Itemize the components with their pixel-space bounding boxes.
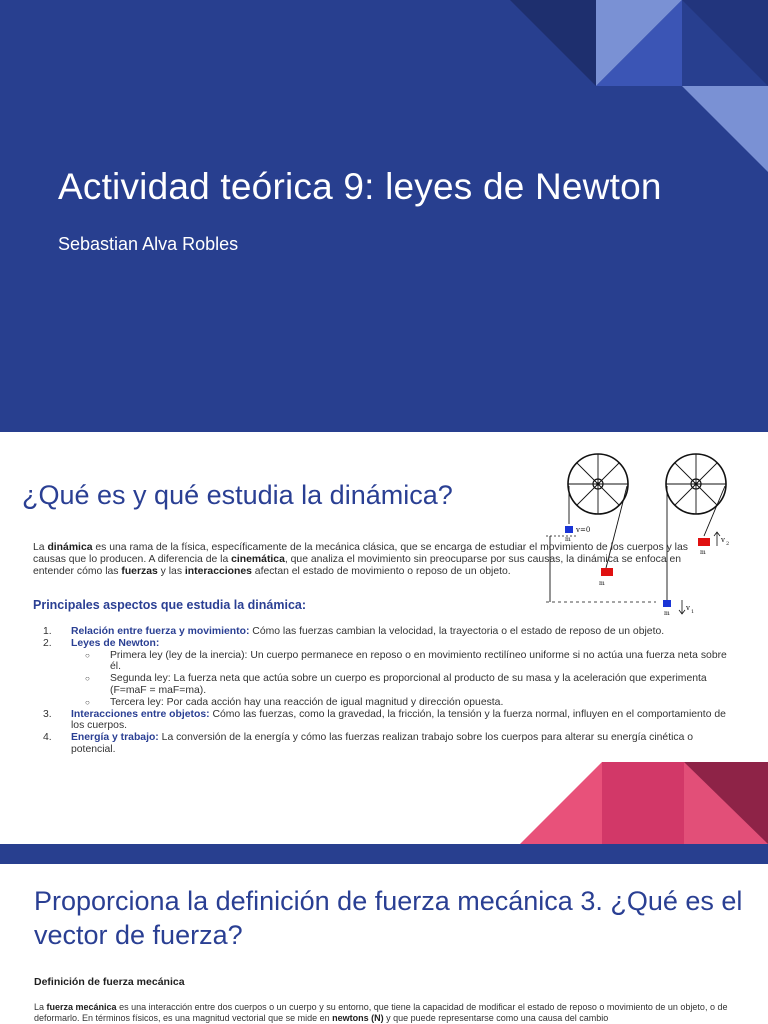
label-v1: v xyxy=(686,604,690,612)
intro-text-5: afectan el estado de movimiento o reposo de un objeto. xyxy=(251,566,511,577)
body-text-3: y que puede representarse como una causa del cambio xyxy=(383,1012,609,1023)
dynamics-slide xyxy=(0,432,768,844)
newton-law-item xyxy=(33,697,733,709)
list-item xyxy=(33,638,733,650)
arrow-v2-up xyxy=(714,532,720,546)
circle-bullet-icon: ○ xyxy=(85,650,90,660)
newton-law-text: Tercera ley: Por cada acción hay una reacción de igual magnitud y dirección opuesta. xyxy=(110,696,504,708)
list-number: 1. xyxy=(43,626,52,637)
body-text-2: es una interacción entre dos cuerpos o un cuerpo y su entorno, que tiene la capacidad de modificar el estado de reposo o movimiento de un objeto, o de deformarlo. En términos físicos, es una magnitud vectorial que se mide en xyxy=(34,1002,728,1023)
list-item-bold: Relación entre fuerza y movimiento: xyxy=(71,626,250,637)
body-text-1: La xyxy=(34,1002,47,1012)
arrow-v1-down xyxy=(679,600,685,614)
list-item-text: Cómo las fuerzas cambian la velocidad, la trayectoria o el estado de reposo de un objeto. xyxy=(249,626,665,637)
deco-triangle-pink xyxy=(520,762,602,844)
mass-m1-top xyxy=(565,526,573,533)
aspects-list xyxy=(33,626,733,756)
label-m2-right: m xyxy=(700,549,706,556)
intro-bold-dinamica: dinámica xyxy=(47,542,93,553)
definition-heading: Definición de fuerza mecánica xyxy=(34,976,185,988)
newton-law-text: Primera ley (ley de la inercia): Un cuerpo permanece en reposo o en movimiento rectilíneo uniforme si no actúa una fuerza neta sobre él. xyxy=(110,649,727,673)
list-item xyxy=(33,626,733,638)
intro-text-2: es una rama de la física, específicamente de la mecánica clásica, que se encarga de estudiar el movimiento de los cuerpos y las causas que lo producen. A diferencia de la xyxy=(33,542,688,565)
label-m2-mid: m xyxy=(599,580,605,587)
atwood-machine-diagram xyxy=(536,450,736,620)
force-definition-slide xyxy=(0,864,768,1024)
list-item-bold: Interacciones entre objetos: xyxy=(71,708,210,720)
label-v1-sub: 1 xyxy=(691,609,695,615)
newton-law-item xyxy=(33,650,733,674)
label-m1-top: m xyxy=(565,536,571,543)
list-item xyxy=(33,709,733,733)
slide-separator-band xyxy=(0,844,768,864)
body-bold-newtons: newtons (N) xyxy=(332,1012,384,1023)
label-v2: v xyxy=(721,536,725,544)
list-item xyxy=(33,732,733,756)
slide-title: ¿Qué es y qué estudia la dinámica? xyxy=(22,480,453,510)
title-slide xyxy=(0,0,768,432)
newton-law-item xyxy=(33,673,733,697)
deco-triangle-navy-right xyxy=(682,0,768,86)
newton-law-text: Segunda ley: La fuerza neta que actúa sobre un cuerpo es proporcional al producto de su masa y la aceleración que experimenta (F=maF = maF=ma). xyxy=(110,673,707,696)
body-bold-fuerza-mecanica: fuerza mecánica xyxy=(46,1002,117,1012)
list-number: 3. xyxy=(43,708,52,720)
intro-bold-fuerzas: fuerzas xyxy=(121,566,158,577)
list-item-bold: Leyes de Newton: xyxy=(71,637,160,649)
intro-bold-interacciones: interacciones xyxy=(184,566,252,577)
mass-m1-bottom xyxy=(663,600,671,607)
list-item-text: Cómo las fuerzas, como la gravedad, la fricción, la tensión y la fuerza normal, influyen en el comportamiento de los cuerpos. xyxy=(71,708,726,732)
definition-paragraph xyxy=(34,1002,734,1023)
circle-bullet-icon: ○ xyxy=(85,674,90,684)
deco-square-magenta xyxy=(602,762,684,844)
deco-triangle-dark xyxy=(510,0,596,86)
pulley-left xyxy=(568,454,628,514)
list-item-bold: Energía y trabajo: xyxy=(71,732,159,744)
label-m1-bottom: m xyxy=(664,610,670,617)
list-number: 2. xyxy=(43,637,52,649)
decorative-triangles xyxy=(0,0,768,432)
label-v2-sub: 2 xyxy=(726,541,730,547)
presentation-title: Actividad teórica 9: leyes de Newton xyxy=(58,166,662,207)
circle-bullet-icon: ○ xyxy=(85,697,90,707)
presentation-author: Sebastian Alva Robles xyxy=(58,234,239,254)
label-v0: v=0 xyxy=(576,526,591,534)
list-number: 4. xyxy=(43,732,52,744)
intro-bold-cinematica: cinemática xyxy=(231,554,285,565)
deco-triangle-light-bottom xyxy=(682,86,768,172)
slide-title: Proporciona la definición de fuerza mecánica 3. ¿Qué es el vector de fuerza? xyxy=(34,886,743,950)
aspects-heading: Principales aspectos que estudia la dinámica: xyxy=(33,598,307,612)
intro-text-4: y las xyxy=(157,566,185,577)
intro-text-1: La xyxy=(33,542,48,553)
intro-text-3: , que analiza el movimiento sin preocuparse por sus causas, la dinámica se enfoca en entender cómo las xyxy=(33,554,682,577)
list-item-text: La conversión de la energía y cómo las fuerzas realizan trabajo sobre los cuerpos para alterar su energía cinética o potencial. xyxy=(71,732,694,755)
dynamics-intro-paragraph xyxy=(33,542,713,578)
